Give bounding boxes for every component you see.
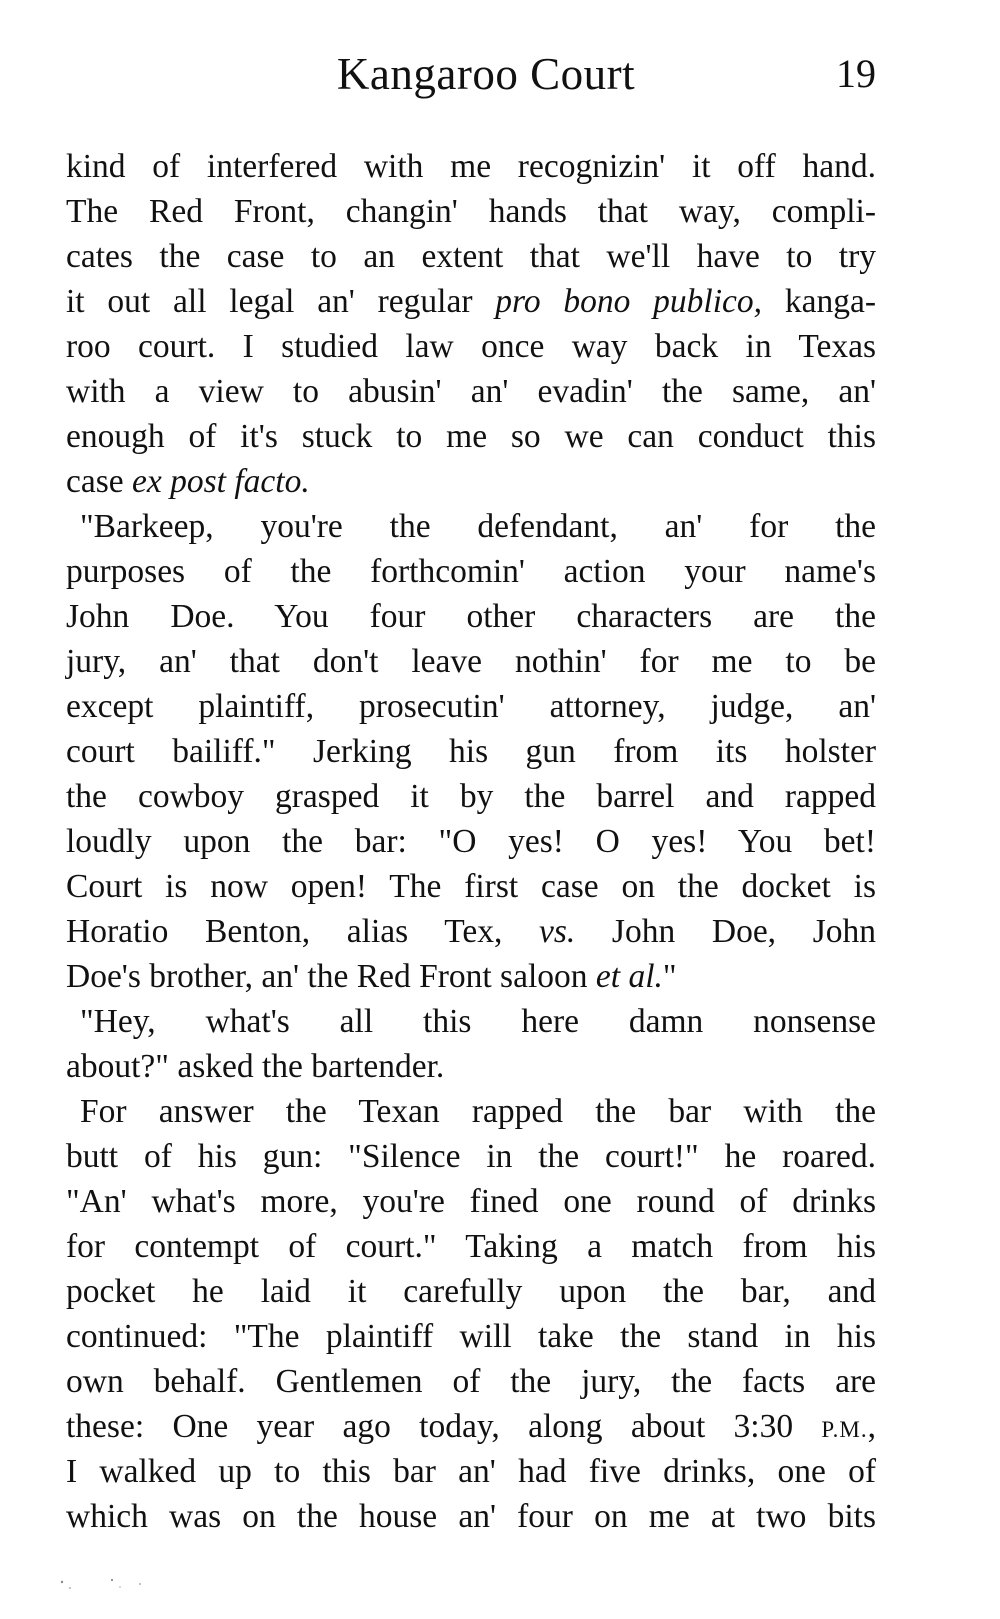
text-line: kind of interfered with me recognizin' it off hand. xyxy=(66,148,876,185)
page-number: 19 xyxy=(836,51,876,96)
text-line: For answer the Texan rapped the bar with the xyxy=(80,1093,876,1130)
text-line: purposes of the forthcomin' action your name's xyxy=(66,553,876,590)
text-line: pocket he laid it carefully upon the bar, and xyxy=(66,1273,876,1310)
text-line: the cowboy grasped it by the barrel and rapped xyxy=(66,778,876,815)
text-line: "Barkeep, you're the defendant, an' for the xyxy=(80,508,876,545)
text-line: The Red Front, changin' hands that way, compli- xyxy=(66,193,876,230)
text-line: with a view to abusin' an' evadin' the same, an' xyxy=(66,373,876,410)
text-line: "An' what's more, you're fined one round of drinks xyxy=(66,1183,876,1220)
text-line: for contempt of court." Taking a match from his xyxy=(66,1228,876,1265)
scan-speckle xyxy=(40,1560,170,1600)
text-line: which was on the house an' four on me at two bits xyxy=(66,1498,876,1535)
text-line: continued: "The plaintiff will take the stand in his xyxy=(66,1318,876,1355)
time-abbrev: P.M. xyxy=(821,1417,868,1442)
running-title: Kangaroo Court xyxy=(336,49,636,99)
text-line: "Hey, what's all this here damn nonsense xyxy=(80,1003,876,1040)
latin-abbrev: et al. xyxy=(595,958,663,995)
text-line: I walked up to this bar an' had five drinks, one of xyxy=(66,1453,876,1490)
text-line: except plaintiff, prosecutin' attorney, judge, an' xyxy=(66,688,876,725)
text-line: Horatio Benton, alias Tex, vs. John Doe, John xyxy=(66,913,876,950)
text-line: enough of it's stuck to me so we can conduct this xyxy=(66,418,876,455)
text-line: roo court. I studied law once way back in Texas xyxy=(66,328,876,365)
latin-phrase: ex post facto. xyxy=(132,463,310,500)
text-line: case ex post facto. xyxy=(66,463,310,500)
text-line: cates the case to an extent that we'll have to try xyxy=(66,238,876,275)
text-line: these: One year ago today, along about 3:30 P.M., xyxy=(66,1408,876,1445)
text-line: Court is now open! The first case on the docket is xyxy=(66,868,876,905)
text-line: butt of his gun: "Silence in the court!" he roared. xyxy=(66,1138,876,1175)
text-line: jury, an' that don't leave nothin' for me to be xyxy=(66,643,876,680)
text-line: Doe's brother, an' the Red Front saloon et al." xyxy=(66,958,677,995)
latin-abbrev: vs. xyxy=(539,913,576,950)
running-header xyxy=(0,44,1000,104)
text-line: it out all legal an' regular pro bono publico, kanga- xyxy=(66,283,876,320)
latin-phrase: pro bono publico, xyxy=(495,283,763,320)
text-line: own behalf. Gentlemen of the jury, the facts are xyxy=(66,1363,876,1400)
body-text xyxy=(66,144,876,1539)
text-line: court bailiff." Jerking his gun from its holster xyxy=(66,733,876,770)
text-line: loudly upon the bar: "O yes! O yes! You bet! xyxy=(66,823,876,860)
text-line: John Doe. You four other characters are the xyxy=(66,598,876,635)
text-line: about?" asked the bartender. xyxy=(66,1048,445,1085)
